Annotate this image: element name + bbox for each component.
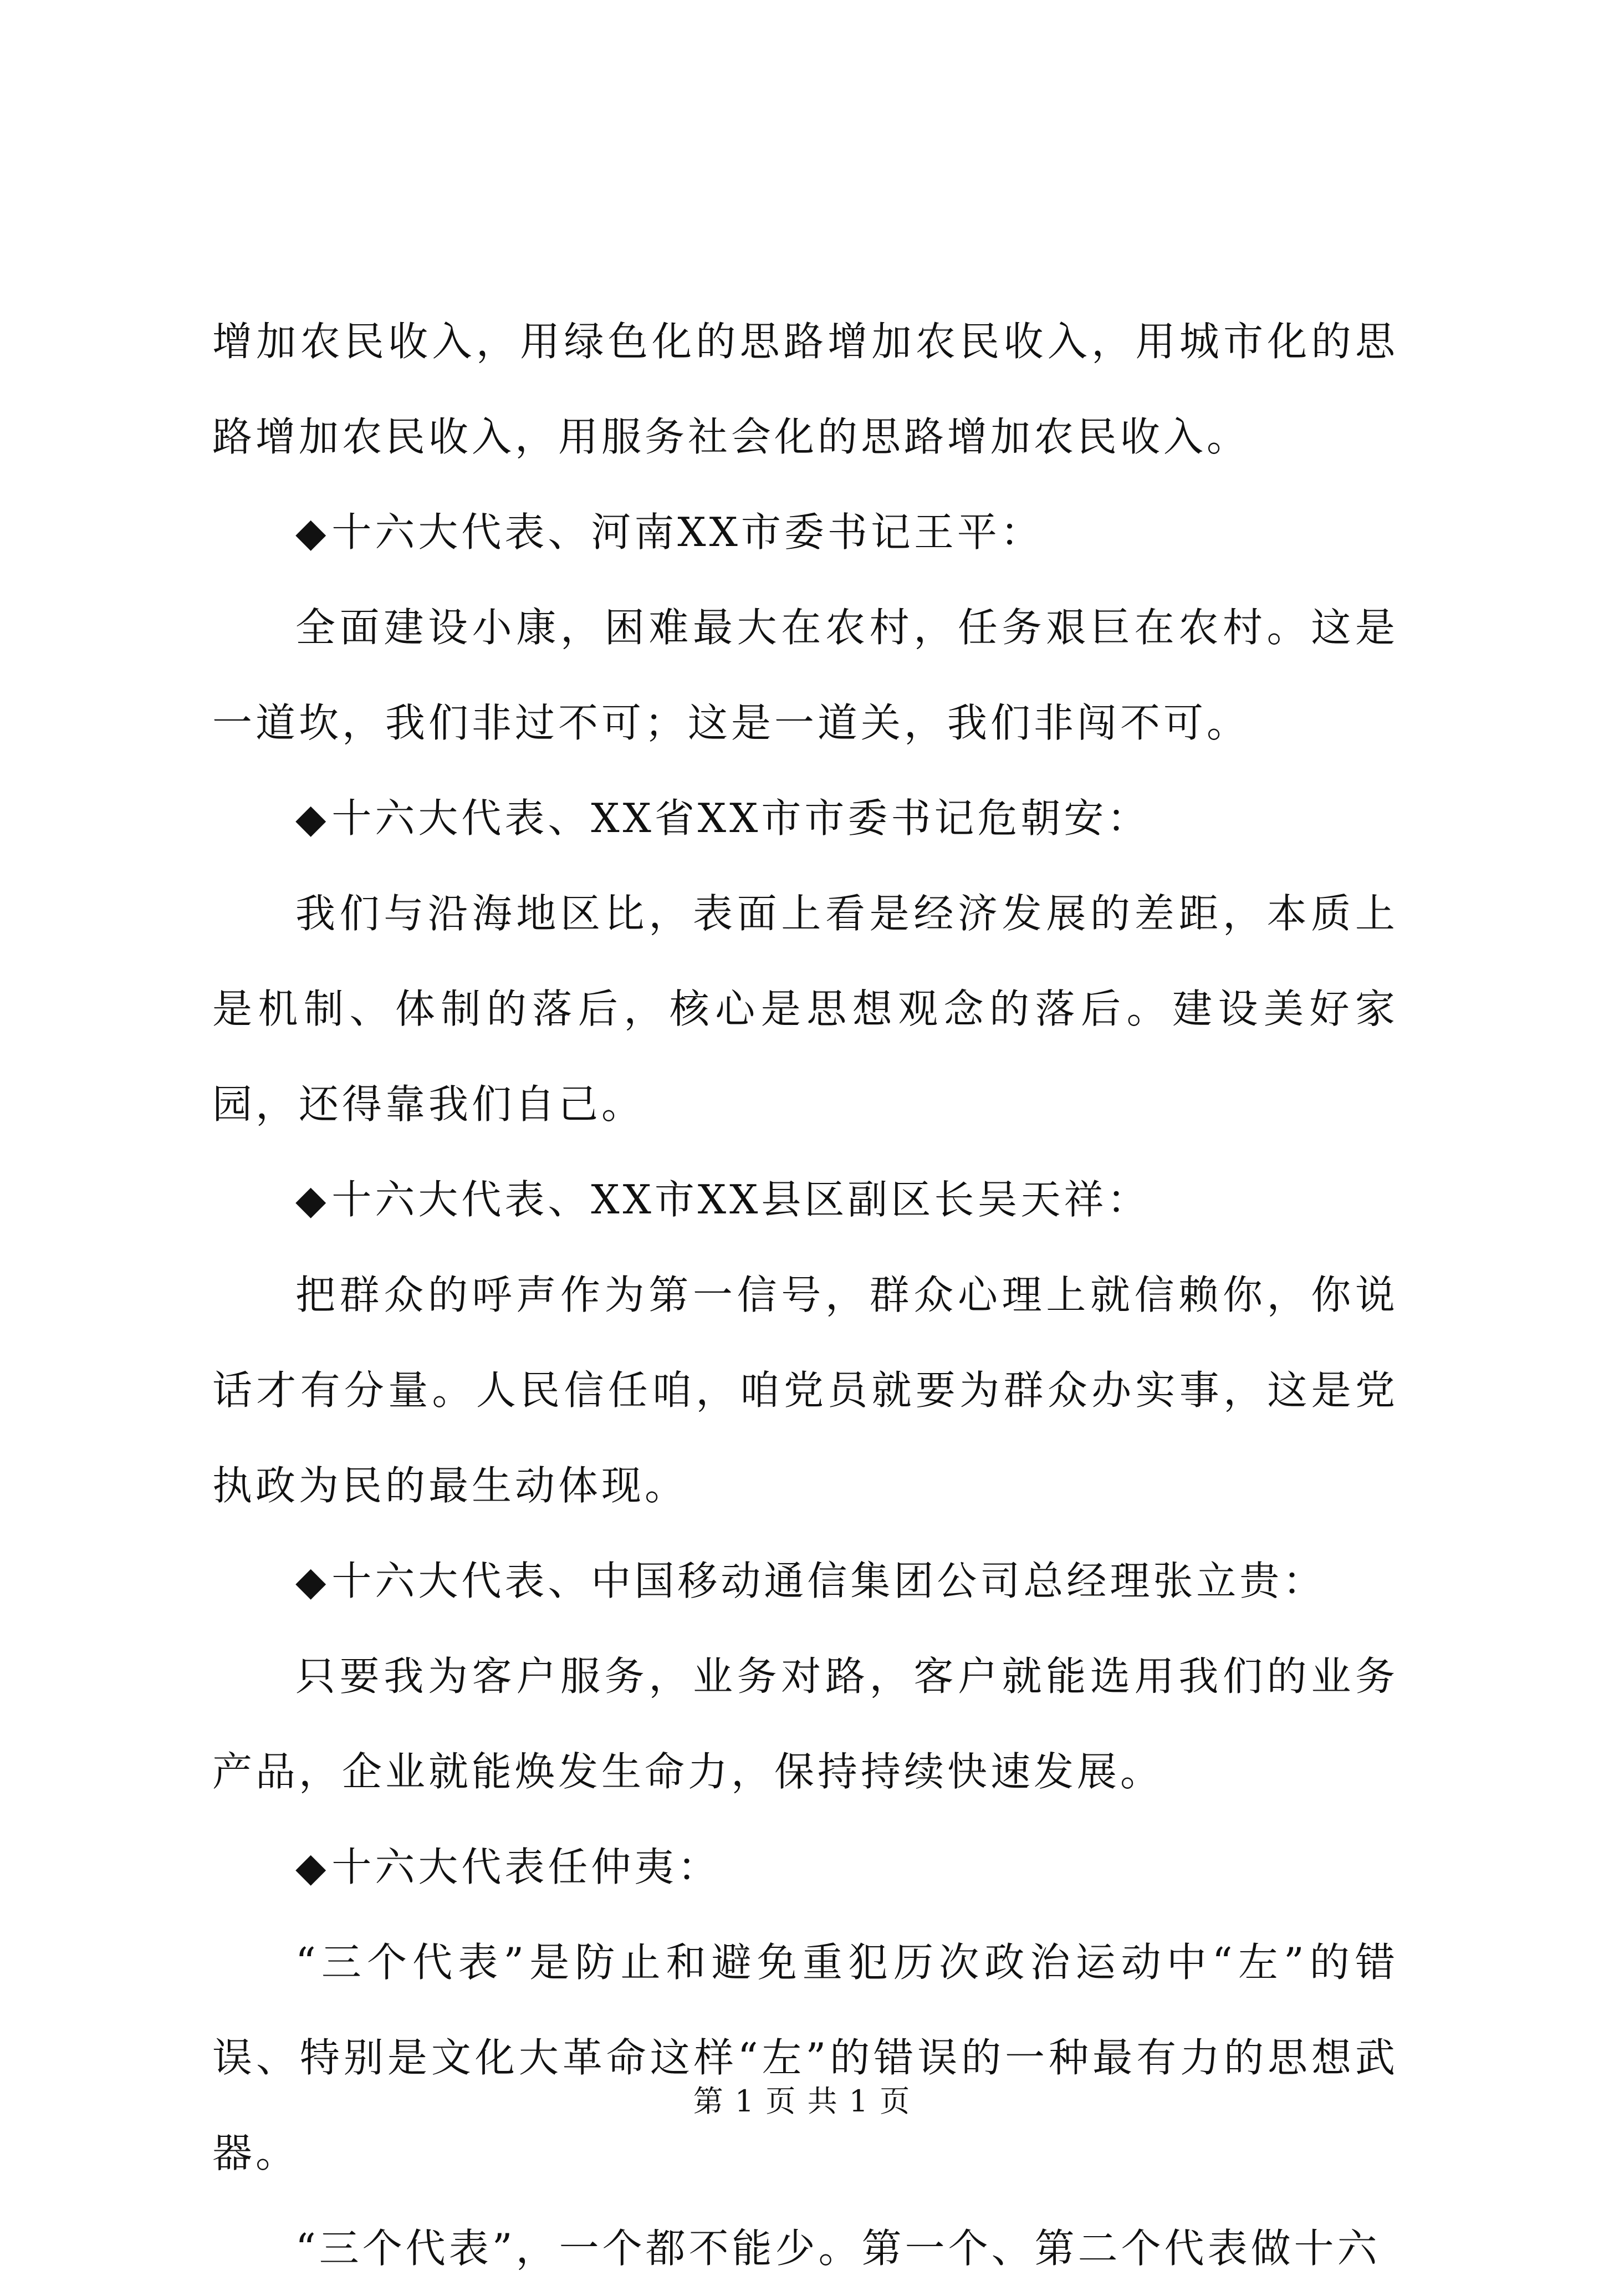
quote-paragraph-2: 我们与沿海地区比，表面上看是经济发展的差距，本质上是机制、体制的落后，核心是思想观念的落后。建设美好家园，还得靠我们自己。 [212,890,1398,1127]
quote-paragraph-4: 只要我为客户服务，业务对路，客户就能选用我们的业务产品，企业就能焕发生命力，保持持续快速发展。 [212,1653,1398,1795]
quote-paragraph-3: 把群众的呼声作为第一信号，群众心理上就信赖你，你说话才有分量。人民信任咱，咱党员就要为群众办实事，这是党执政为民的最生动体现。 [212,1272,1398,1509]
speaker-line-1 [212,484,1398,580]
speaker-line-4 [212,1533,1398,1629]
diamond-bullet-icon: ◆ [295,795,330,841]
speaker-name: 十六大代表、河南XX市委书记王平： [331,509,1044,555]
diamond-bullet-icon: ◆ [295,509,330,555]
diamond-bullet-icon: ◆ [295,1844,330,1890]
speaker-line-5 [212,1819,1398,1915]
speaker-line-3 [212,1152,1398,1247]
document-body [212,294,1398,2296]
speaker-name: 十六大代表、XX市XX县区副区长吴天祥： [331,1176,1151,1223]
speaker-name: 十六大代表、XX省XX市市委书记危朝安： [331,795,1151,841]
speaker-name: 十六大代表任仲夷： [331,1844,721,1890]
page-footer: 第 1 页 共 1 页 [693,2084,911,2119]
speaker-name: 十六大代表、中国移动通信集团公司总经理张立贵： [331,1558,1326,1604]
diamond-bullet-icon: ◆ [295,1558,330,1604]
diamond-bullet-icon: ◆ [295,1176,330,1223]
quote-paragraph-5: “三个代表”是防止和避免重犯历次政治运动中“左”的错误、特别是文化大革命这样“左”的错误的一种最有力的思想武器。 [212,1939,1398,2176]
quote-paragraph-6: “三个代表”，一个都不能少。第一个、第二个代表做十六 [295,2225,1381,2272]
paragraph-1: 增加农民收入，用绿色化的思路增加农民收入，用城市化的思路增加农民收入，用服务社会化的思路增加农民收入。 [212,318,1398,460]
speaker-line-2 [212,771,1398,866]
quote-paragraph-1: 全面建设小康，困难最大在农村，任务艰巨在农村。这是一道坎，我们非过不可；这是一道关，我们非闯不可。 [212,604,1398,746]
